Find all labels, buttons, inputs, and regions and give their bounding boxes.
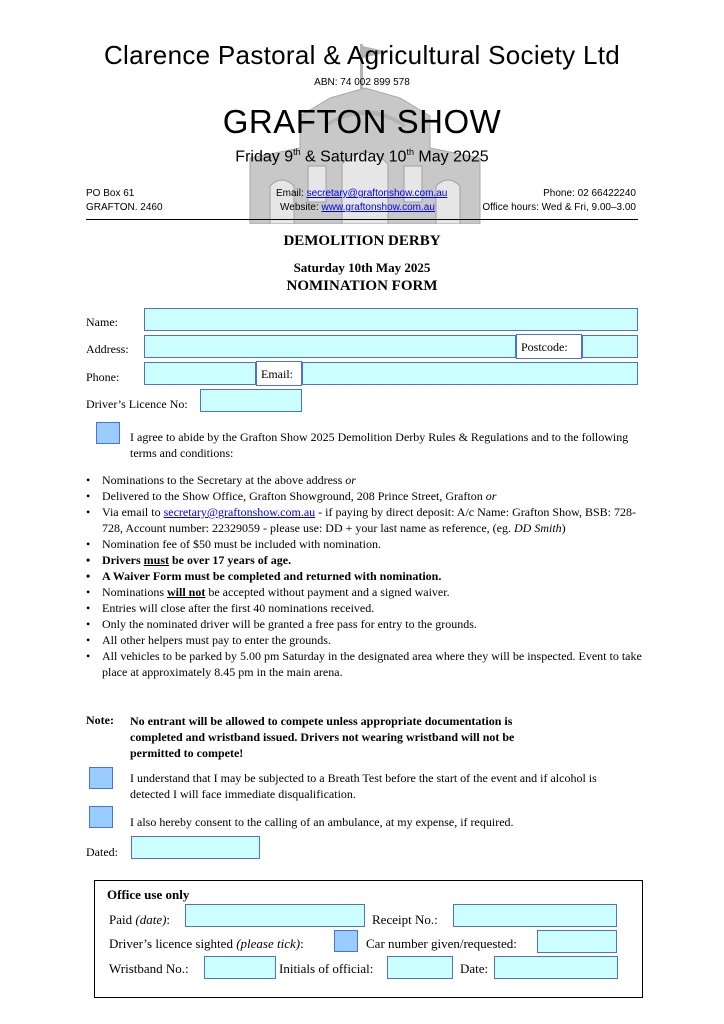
- event-date: Saturday 10th May 2025: [293, 260, 431, 275]
- office-use-title: Office use only: [107, 887, 190, 902]
- form-title: NOMINATION FORM: [286, 278, 438, 294]
- name-label: Name:: [86, 315, 118, 329]
- licence-sighted-checkbox[interactable]: [334, 930, 358, 952]
- term-item: • Only the nominated driver will be granted a free pass for entry to the grounds.: [86, 616, 646, 632]
- town: GRAFTON. 2460: [86, 202, 163, 213]
- office-hours: Office hours: Wed & Fri, 9.00–3.00: [482, 202, 636, 213]
- phone: Phone: 02 66422240: [543, 188, 636, 199]
- postcode-field[interactable]: [582, 335, 638, 358]
- office-date-label: Date:: [460, 961, 489, 976]
- car-number-field[interactable]: [537, 930, 617, 953]
- terms-list: [86, 472, 646, 680]
- event-title: DEMOLITION DERBY: [283, 233, 441, 249]
- term-item: • Via email to secretary@graftonshow.com.au - if paying by direct deposit: A/c Name: Grafton Show, BSB: 728-728, Account number: 22329059 - please use: DD + your last name as reference, (eg. DD Smith): [86, 504, 646, 536]
- postcode-label: Postcode:: [516, 334, 582, 359]
- agree-text: I agree to abide by the Grafton Show 2025 Demolition Derby Rules & Regulations and to the following terms and conditions:: [130, 430, 629, 460]
- phone-label: Phone:: [86, 370, 120, 384]
- wristband-label: Wristband No.:: [109, 961, 189, 976]
- agree-checkbox[interactable]: [96, 422, 120, 444]
- licence-sighted-label: Driver’s licence sighted (please tick):: [109, 936, 304, 951]
- po-box: PO Box 61: [86, 188, 135, 199]
- contact-website: Website: www.graftonshow.com.au: [280, 202, 435, 213]
- email-label: Email:: [256, 361, 302, 386]
- term-item: • Entries will close after the first 40 nominations received.: [86, 600, 646, 616]
- show-dates: Friday 9th & Saturday 10th May 2025: [235, 147, 489, 166]
- term-item: • All vehicles to be parked by 5.00 pm Saturday in the designated area where they will be inspected. Event to take place at approximately 8.45 pm in the main arena.: [86, 648, 646, 680]
- term-item: • Nominations to the Secretary at the above address or: [86, 472, 646, 488]
- licence-label: Driver’s Licence No:: [86, 397, 188, 411]
- paid-date-field[interactable]: [185, 904, 365, 927]
- initials-field[interactable]: [387, 956, 453, 979]
- note-label: Note:: [86, 713, 114, 727]
- term-item: • A Waiver Form must be completed and returned with nomination.: [86, 568, 646, 584]
- address-field[interactable]: [144, 335, 516, 358]
- abn: ABN: 74 002 899 578: [314, 77, 410, 88]
- ambulance-text: I also hereby consent to the calling of an ambulance, at my expense, if required.: [130, 815, 514, 829]
- car-number-label: Car number given/requested:: [366, 936, 517, 951]
- phone-field[interactable]: [144, 362, 256, 385]
- ambulance-checkbox[interactable]: [89, 806, 113, 828]
- dated-label: Dated:: [86, 845, 118, 859]
- breath-test-checkbox[interactable]: [89, 767, 113, 789]
- address-label: Address:: [86, 342, 129, 356]
- name-field[interactable]: [144, 308, 638, 331]
- term-item: • All other helpers must pay to enter the grounds.: [86, 632, 646, 648]
- term-item: • Drivers must be over 17 years of age.: [86, 552, 646, 568]
- show-title: GRAFTON SHOW: [222, 103, 502, 140]
- receipt-label: Receipt No.:: [372, 912, 438, 927]
- breath-test-text: I understand that I may be subjected to a Breath Test before the start of the event and if alcohol is detected I will face immediate disqualification.: [130, 771, 597, 801]
- term-item: • Delivered to the Show Office, Grafton Showground, 208 Prince Street, Grafton or: [86, 488, 646, 504]
- email-field[interactable]: [302, 362, 638, 385]
- wristband-field[interactable]: [204, 956, 276, 979]
- society-name: Clarence Pastoral & Agricultural Society Ltd: [103, 40, 621, 70]
- contact-email: Email: secretary@graftonshow.com.au: [276, 188, 448, 199]
- receipt-field[interactable]: [453, 904, 617, 927]
- website-link[interactable]: www.graftonshow.com.au: [321, 202, 435, 213]
- nomination-email-link[interactable]: secretary@graftonshow.com.au: [163, 505, 316, 519]
- paid-label: Paid (date):: [109, 912, 171, 927]
- note-text: No entrant will be allowed to compete unless appropriate documentation is completed and wristband issued. Drivers not wearing wristband will not be permitted to compete!: [130, 714, 515, 760]
- email-link[interactable]: secretary@graftonshow.com.au: [306, 188, 448, 199]
- initials-label: Initials of official:: [279, 961, 374, 976]
- term-item: • Nominations will not be accepted without payment and a signed waiver.: [86, 584, 646, 600]
- licence-field[interactable]: [200, 389, 302, 412]
- office-date-field[interactable]: [494, 956, 618, 979]
- dated-field[interactable]: [131, 836, 260, 859]
- term-item: • Nomination fee of $50 must be included with nomination.: [86, 536, 646, 552]
- header-divider: [86, 219, 638, 220]
